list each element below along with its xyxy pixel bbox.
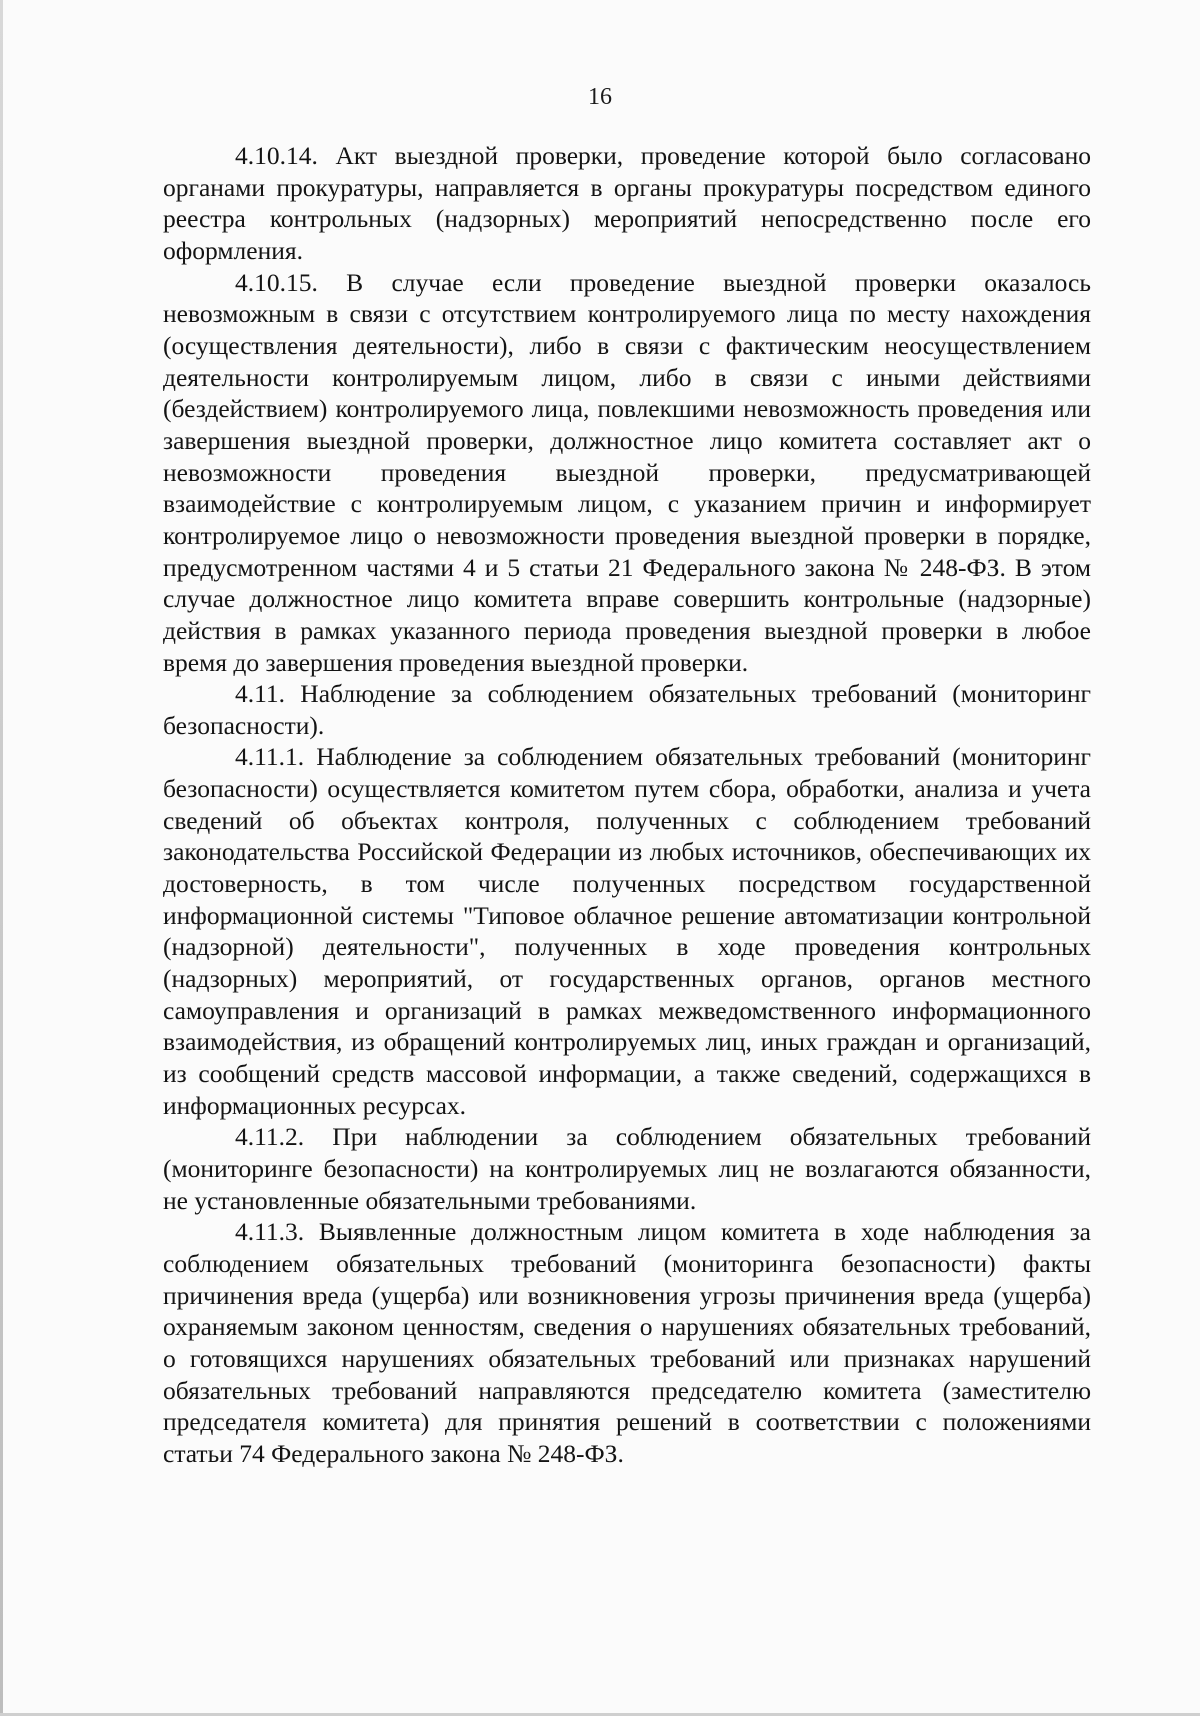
paragraph-4-11: 4.11. Наблюдение за соблюдением обязательных требований (мониторинг безопасности). [163,679,1091,740]
paragraph-4-11-3: 4.11.3. Выявленные должностным лицом комитета в ходе наблюдения за соблюдением обязательных требований (мониторинга безопасности) факты причинения вреда (ущерба) или возникновения угрозы причинения вреда (ущерба) охраняемым законом ценностям, сведения о нарушениях обязательных требований, о готовящихся нарушениях обязательных требований или признаках нарушений обязательных требований направляются председателю комитета (заместителю председателя комитета) для принятия решений в соответствии с положениями статьи 74 Федерального закона № 248-ФЗ. [163,1217,1091,1468]
page-number: 16 [588,84,612,110]
paragraph-4-11-1: 4.11.1. Наблюдение за соблюдением обязательных требований (мониторинг безопасности) осуществляется комитетом путем сбора, обработки, анализа и учета сведений об объектах контроля, полученных с соблюдением требований законодательства Российской Федерации из любых источников, обеспечивающих их достоверность, в том числе полученных посредством государственной информационной системы "Типовое облачное решение автоматизации контрольной (надзорной) деятельности", полученных в ходе проведения контрольных (надзорных) мероприятий, от государственных органов, органов местного самоуправления и организаций в рамках межведомственного информационного взаимодействия, из обращений контролируемых лиц, иных граждан и организаций, из сообщений средств массовой информации, а также сведений, содержащихся в информационных ресурсах. [163,742,1091,1120]
document-body [163,140,1091,1470]
paragraph-4-10-15: 4.10.15. В случае если проведение выездной проверки оказалось невозможным в связи с отсутствием контролируемого лица по месту нахождения (осуществления деятельности), либо в связи с фактическим неосуществлением деятельности контролируемым лицом, либо в связи с иными действиями (бездействием) контролируемого лица, повлекшими невозможность проведения или завершения выездной проверки, должностное лицо комитета составляет акт о невозможности проведения выездной проверки, предусматривающей взаимодействие с контролируемым лицом, с указанием причин и информирует контролируемое лицо о невозможности проведения выездной проверки в порядке, предусмотренном частями 4 и 5 статьи 21 Федерального закона № 248-ФЗ. В этом случае должностное лицо комитета вправе совершить контрольные (надзорные) действия в рамках указанного периода проведения выездной проверки в любое время до завершения проведения выездной проверки. [163,267,1091,677]
scan-left-edge [0,0,3,1716]
paragraph-4-11-2: 4.11.2. При наблюдении за соблюдением обязательных требований (мониторинге безопасности) на контролируемых лиц не возлагаются обязанности, не установленные обязательными требованиями. [163,1122,1091,1215]
paragraph-4-10-14: 4.10.14. Акт выездной проверки, проведение которой было согласовано органами прокуратуры, направляется в органы прокуратуры посредством единого реестра контрольных (надзорных) мероприятий непосредственно после его оформления. [163,141,1091,265]
